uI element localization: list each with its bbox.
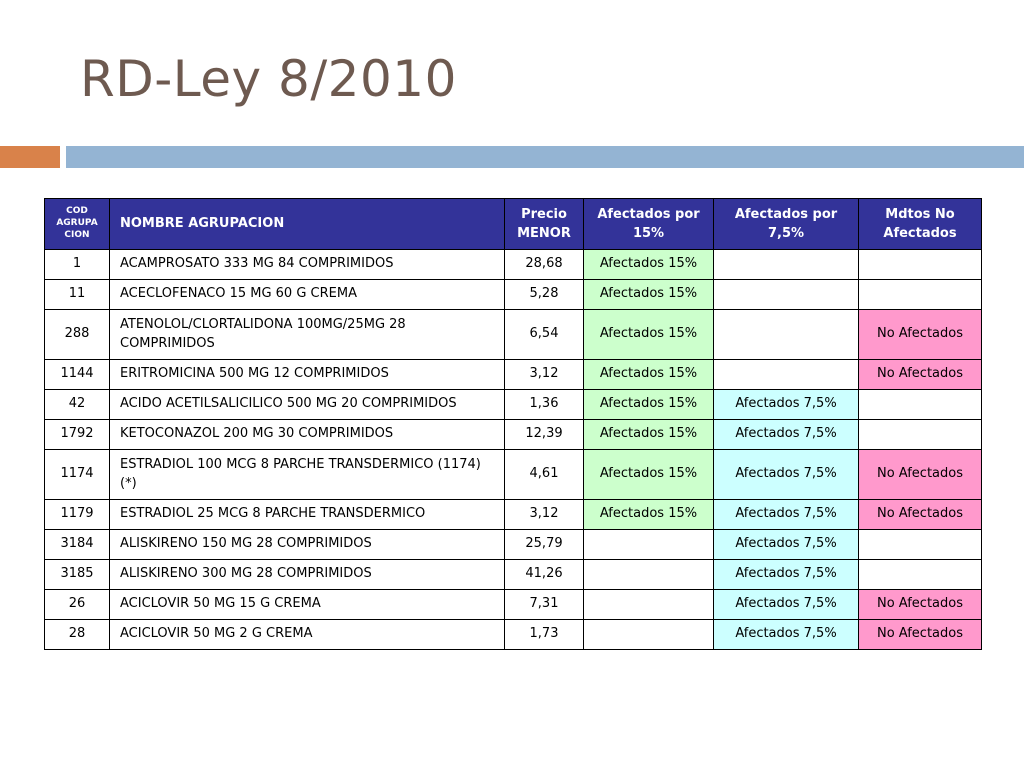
cell-afectados-15: Afectados 15% — [584, 420, 714, 450]
cell-no-afectados: No Afectados — [859, 310, 982, 360]
cell-afectados-7-5: Afectados 7,5% — [714, 620, 859, 650]
cell-no-afectados: No Afectados — [859, 500, 982, 530]
header-precio-menor: Precio MENOR — [505, 199, 584, 250]
cell-afectados-15: Afectados 15% — [584, 390, 714, 420]
cell-afectados-7-5: Afectados 7,5% — [714, 590, 859, 620]
cell-cod: 1144 — [45, 360, 110, 390]
cell-afectados-15 — [584, 590, 714, 620]
accent-bar-blue — [66, 146, 1024, 168]
cell-cod: 28 — [45, 620, 110, 650]
cell-cod: 1179 — [45, 500, 110, 530]
slide-title: RD-Ley 8/2010 — [80, 50, 457, 108]
table-body — [45, 250, 982, 650]
cell-afectados-15: Afectados 15% — [584, 250, 714, 280]
cell-price: 41,26 — [505, 560, 584, 590]
cell-no-afectados: No Afectados — [859, 450, 982, 500]
cell-name: ACICLOVIR 50 MG 2 G CREMA — [110, 620, 505, 650]
cell-no-afectados — [859, 390, 982, 420]
cell-afectados-15: Afectados 15% — [584, 310, 714, 360]
table-row — [45, 390, 982, 420]
cell-name: ATENOLOL/CLORTALIDONA 100MG/25MG 28 COMPRIMIDOS — [110, 310, 505, 360]
cell-cod: 3184 — [45, 530, 110, 560]
cell-no-afectados — [859, 560, 982, 590]
cell-price: 4,61 — [505, 450, 584, 500]
cell-name: ALISKIRENO 150 MG 28 COMPRIMIDOS — [110, 530, 505, 560]
header-cod-agrupacion: COD AGRUPA CION — [45, 199, 110, 250]
cell-name: ESTRADIOL 100 MCG 8 PARCHE TRANSDERMICO (1174) (*) — [110, 450, 505, 500]
table-row — [45, 280, 982, 310]
cell-afectados-7-5: Afectados 7,5% — [714, 450, 859, 500]
header-nombre-agrupacion: NOMBRE AGRUPACION — [110, 199, 505, 250]
medications-table — [44, 198, 982, 650]
header-afectados-15: Afectados por 15% — [584, 199, 714, 250]
cell-cod: 11 — [45, 280, 110, 310]
cell-afectados-7-5: Afectados 7,5% — [714, 390, 859, 420]
table-row — [45, 250, 982, 280]
cell-price: 28,68 — [505, 250, 584, 280]
cell-afectados-15 — [584, 530, 714, 560]
table-header-row — [45, 199, 982, 250]
cell-afectados-7-5: Afectados 7,5% — [714, 560, 859, 590]
cell-price: 3,12 — [505, 500, 584, 530]
cell-afectados-7-5: Afectados 7,5% — [714, 420, 859, 450]
cell-afectados-15 — [584, 620, 714, 650]
cell-afectados-7-5: Afectados 7,5% — [714, 500, 859, 530]
accent-bar-orange — [0, 146, 60, 168]
cell-price: 7,31 — [505, 590, 584, 620]
cell-cod: 26 — [45, 590, 110, 620]
cell-cod: 3185 — [45, 560, 110, 590]
table-row — [45, 310, 982, 360]
header-no-afectados: Mdtos No Afectados — [859, 199, 982, 250]
cell-no-afectados — [859, 420, 982, 450]
cell-name: ESTRADIOL 25 MCG 8 PARCHE TRANSDERMICO — [110, 500, 505, 530]
cell-afectados-15: Afectados 15% — [584, 360, 714, 390]
cell-price: 6,54 — [505, 310, 584, 360]
cell-no-afectados: No Afectados — [859, 360, 982, 390]
cell-name: ACAMPROSATO 333 MG 84 COMPRIMIDOS — [110, 250, 505, 280]
table-container — [44, 198, 981, 650]
cell-name: ERITROMICINA 500 MG 12 COMPRIMIDOS — [110, 360, 505, 390]
cell-cod: 288 — [45, 310, 110, 360]
header-afectados-7-5: Afectados por 7,5% — [714, 199, 859, 250]
cell-cod: 1 — [45, 250, 110, 280]
cell-afectados-7-5 — [714, 250, 859, 280]
table-row — [45, 450, 982, 500]
cell-no-afectados: No Afectados — [859, 590, 982, 620]
cell-cod: 1792 — [45, 420, 110, 450]
cell-name: ACIDO ACETILSALICILICO 500 MG 20 COMPRIMIDOS — [110, 390, 505, 420]
cell-name: ALISKIRENO 300 MG 28 COMPRIMIDOS — [110, 560, 505, 590]
table-row — [45, 420, 982, 450]
cell-afectados-15: Afectados 15% — [584, 500, 714, 530]
cell-no-afectados — [859, 530, 982, 560]
table-row — [45, 620, 982, 650]
cell-price: 25,79 — [505, 530, 584, 560]
table-row — [45, 560, 982, 590]
cell-no-afectados — [859, 250, 982, 280]
cell-price: 12,39 — [505, 420, 584, 450]
cell-cod: 1174 — [45, 450, 110, 500]
cell-afectados-15: Afectados 15% — [584, 280, 714, 310]
cell-price: 3,12 — [505, 360, 584, 390]
cell-no-afectados — [859, 280, 982, 310]
cell-price: 1,36 — [505, 390, 584, 420]
cell-price: 5,28 — [505, 280, 584, 310]
cell-afectados-7-5 — [714, 360, 859, 390]
cell-no-afectados: No Afectados — [859, 620, 982, 650]
cell-afectados-7-5 — [714, 280, 859, 310]
table-row — [45, 590, 982, 620]
cell-name: KETOCONAZOL 200 MG 30 COMPRIMIDOS — [110, 420, 505, 450]
cell-price: 1,73 — [505, 620, 584, 650]
table-row — [45, 530, 982, 560]
table-row — [45, 500, 982, 530]
cell-name: ACECLOFENACO 15 MG 60 G CREMA — [110, 280, 505, 310]
table-row — [45, 360, 982, 390]
cell-name: ACICLOVIR 50 MG 15 G CREMA — [110, 590, 505, 620]
cell-afectados-15 — [584, 560, 714, 590]
cell-afectados-15: Afectados 15% — [584, 450, 714, 500]
cell-afectados-7-5 — [714, 310, 859, 360]
cell-cod: 42 — [45, 390, 110, 420]
cell-afectados-7-5: Afectados 7,5% — [714, 530, 859, 560]
